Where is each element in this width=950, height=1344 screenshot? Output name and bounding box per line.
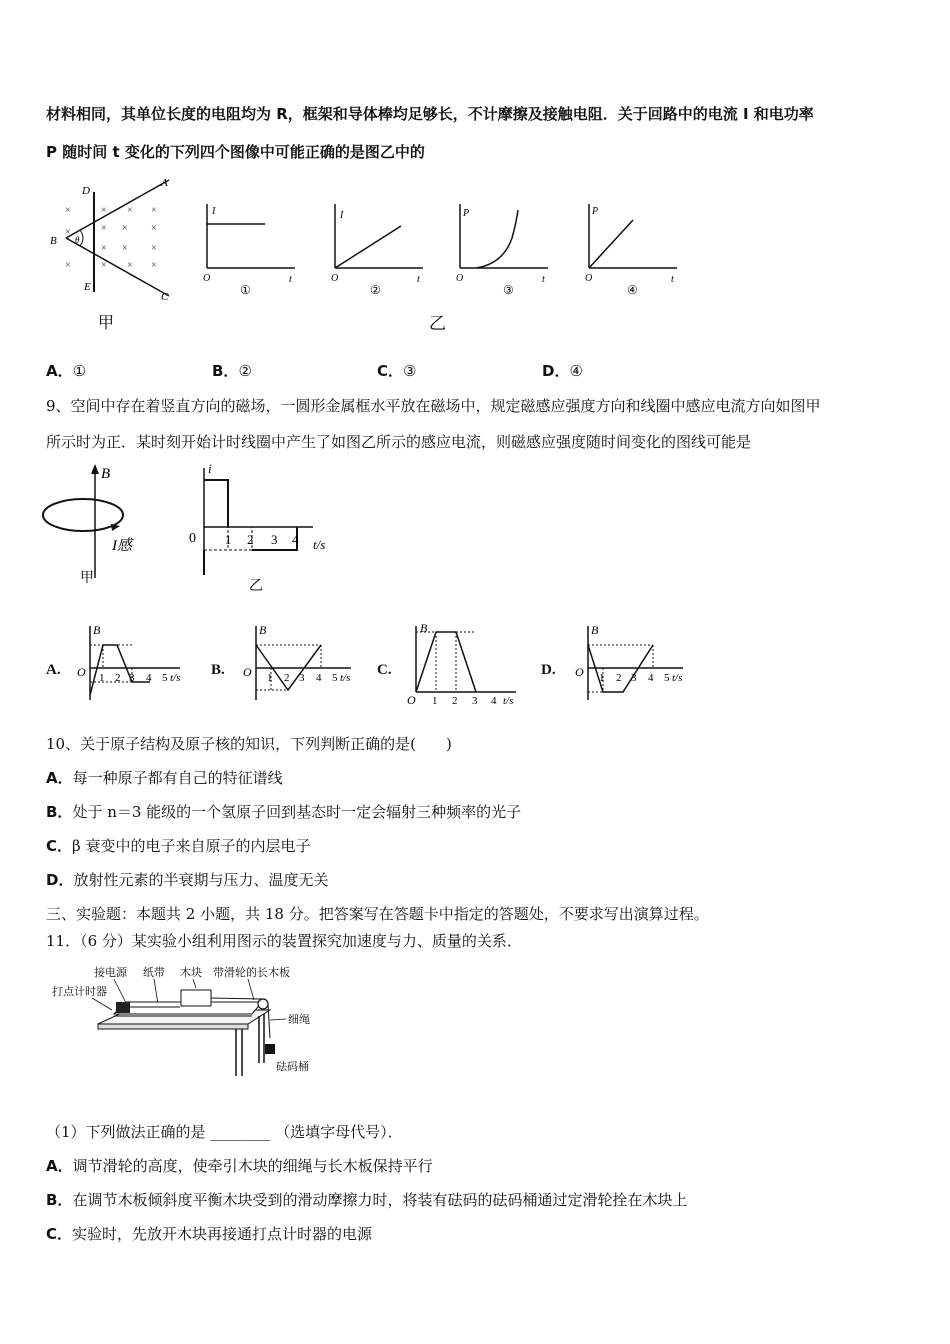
q9-option-b-graph bbox=[236, 620, 361, 705]
graph2-caption: ② bbox=[370, 283, 381, 297]
q9-option-c[interactable]: C. bbox=[377, 662, 392, 678]
q9-c-origin: O bbox=[407, 693, 416, 707]
graph1-ylabel: I bbox=[212, 206, 216, 217]
q9-origin: 0 bbox=[189, 531, 196, 546]
q9-a-tick1: 1 bbox=[99, 672, 105, 684]
q9-d-tick3: 3 bbox=[631, 672, 637, 684]
label-power: 接电源 bbox=[94, 967, 127, 979]
q9-d-tick2: 2 bbox=[616, 672, 622, 684]
label-theta: θ bbox=[75, 235, 80, 245]
graph3-ylabel: P bbox=[463, 208, 470, 219]
graph1-caption: ① bbox=[240, 283, 251, 297]
q9-c-xlabel: t/s bbox=[503, 695, 514, 707]
q9-option-d[interactable]: D. bbox=[541, 662, 556, 678]
q8-option-d-text: ④ bbox=[569, 362, 583, 380]
label-board: 带滑轮的长木板 bbox=[213, 967, 290, 979]
q9-c-tick3: 3 bbox=[472, 695, 478, 707]
q9-c-tick4: 4 bbox=[491, 695, 497, 707]
q11-option-a-text: 调节滑轮的高度，使牵引木块的细绳与长木板保持平行 bbox=[72, 1157, 433, 1175]
graph1-xlabel: t bbox=[289, 274, 292, 285]
label-timer: 打点计时器 bbox=[52, 986, 107, 998]
q9-current-graph bbox=[185, 460, 345, 595]
q10-option-d-letter: D． bbox=[46, 871, 74, 889]
q9-b-ylabel: B bbox=[259, 623, 267, 637]
q9-option-d-graph bbox=[568, 620, 693, 705]
q8-graph-3 bbox=[448, 198, 558, 298]
svg-text:×: × bbox=[151, 260, 157, 271]
q8-option-b-letter: B． bbox=[212, 362, 239, 380]
label-rope: 细绳 bbox=[288, 1014, 310, 1026]
svg-text:×: × bbox=[122, 223, 128, 234]
svg-text:×: × bbox=[101, 243, 107, 254]
q11-option-b-letter: B． bbox=[46, 1191, 73, 1209]
q11-stem: 11．（6 分）某实验小组利用图示的装置探究加速度与力、质量的关系． bbox=[46, 932, 522, 950]
graph3-caption: ③ bbox=[503, 283, 514, 297]
q9-b-tick1: 1 bbox=[267, 672, 273, 684]
q9-b-origin: O bbox=[243, 665, 252, 679]
graph2-origin: O bbox=[331, 273, 339, 284]
q9-a-xlabel: t/s bbox=[170, 672, 181, 684]
q8-fig-yi-caption: 乙 bbox=[429, 314, 446, 334]
q8-fig-jia-caption: 甲 bbox=[98, 313, 115, 332]
q9-d-origin: O bbox=[575, 665, 584, 679]
q9-b-tick4: 4 bbox=[316, 672, 322, 684]
q10-option-c-text: β 衰变中的电子来自原子的内层电子 bbox=[72, 837, 311, 855]
q10-option-c[interactable] bbox=[46, 835, 310, 856]
q8-option-c-text: ③ bbox=[403, 362, 417, 380]
svg-text:×: × bbox=[65, 227, 71, 238]
q11-option-b[interactable] bbox=[46, 1189, 687, 1210]
section3-heading: 三、实验题：本题共 2 小题，共 18 分。把答案写在答题卡中指定的答题处，不要求写出演算过程。 bbox=[46, 905, 709, 923]
q9-b-xlabel: t/s bbox=[340, 672, 351, 684]
q9-a-tick3: 3 bbox=[129, 672, 135, 684]
q8-text-line2: P 随时间 t 变化的下列四个图像中可能正确的是图乙中的 bbox=[46, 143, 425, 161]
q11-option-a[interactable] bbox=[46, 1155, 433, 1176]
q9-a-origin: O bbox=[77, 665, 86, 679]
q9-i-axis: i bbox=[208, 461, 212, 476]
q8-option-a-text: ① bbox=[72, 362, 87, 380]
q9-b-tick3: 3 bbox=[299, 672, 305, 684]
q9-i-label: I感 bbox=[112, 538, 132, 554]
q11-apparatus-figure bbox=[48, 958, 348, 1078]
q9-b-label: B bbox=[101, 466, 111, 482]
label-b: B bbox=[50, 235, 57, 247]
graph1-origin: O bbox=[203, 273, 211, 284]
q11-option-c-letter: C． bbox=[46, 1225, 73, 1243]
q9-a-tick2: 2 bbox=[115, 672, 121, 684]
graph4-origin: O bbox=[585, 273, 593, 284]
graph3-origin: O bbox=[456, 273, 464, 284]
graph3-xlabel: t bbox=[542, 274, 545, 285]
q8-option-b-text: ② bbox=[238, 362, 252, 380]
q10-option-a-text: 每一种原子都有自己的特征谱线 bbox=[72, 769, 283, 787]
q8-option-a-letter: A． bbox=[46, 362, 73, 380]
label-c: C bbox=[161, 291, 169, 303]
graph4-caption: ④ bbox=[627, 283, 638, 297]
q9-option-c-graph bbox=[398, 620, 528, 708]
q9-tick-1: 1 bbox=[225, 532, 232, 547]
label-d: D bbox=[82, 185, 90, 197]
q9-text-line2: 所示时为正．某时刻开始计时线圈中产生了如图乙所示的感应电流，则磁感应强度随时间变化的图线可能是 bbox=[46, 433, 752, 451]
svg-text:×: × bbox=[151, 243, 157, 254]
svg-text:×: × bbox=[127, 205, 133, 216]
svg-text:×: × bbox=[127, 260, 133, 271]
q10-option-b-text: 处于 n＝3 能级的一个氢原子回到基态时一定会辐射三种频率的光子 bbox=[72, 803, 522, 821]
svg-text:×: × bbox=[65, 260, 71, 271]
q9-tick-4: 4 bbox=[292, 532, 299, 547]
label-block: 木块 bbox=[180, 967, 202, 979]
q10-option-b[interactable] bbox=[46, 801, 521, 822]
q9-a-ylabel: B bbox=[93, 623, 101, 637]
graph4-xlabel: t bbox=[671, 274, 674, 285]
q9-c-tick1: 1 bbox=[432, 695, 438, 707]
q9-d-xlabel: t/s bbox=[672, 672, 683, 684]
label-e: E bbox=[84, 281, 91, 293]
label-a: A bbox=[161, 177, 168, 189]
q8-graph-4 bbox=[577, 198, 687, 298]
q9-option-a-graph bbox=[70, 620, 190, 705]
svg-text:×: × bbox=[101, 223, 107, 234]
q8-graph-2 bbox=[323, 198, 433, 298]
q9-fig-jia-caption: 甲 bbox=[80, 570, 94, 586]
svg-text:×: × bbox=[151, 205, 157, 216]
graph2-xlabel: t bbox=[417, 274, 420, 285]
q9-t-axis: t/s bbox=[313, 537, 326, 552]
q10-option-a-letter: A． bbox=[46, 769, 73, 787]
q10-option-d[interactable] bbox=[46, 869, 328, 890]
label-bucket: 砝码桶 bbox=[276, 1061, 309, 1073]
svg-text:×: × bbox=[122, 243, 128, 254]
q9-d-tick4: 4 bbox=[648, 672, 654, 684]
q9-option-a[interactable]: A. bbox=[46, 662, 61, 678]
q9-b-tick2: 2 bbox=[284, 672, 290, 684]
q8-option-c-letter: C． bbox=[377, 362, 404, 380]
q9-option-b[interactable]: B. bbox=[211, 662, 225, 678]
q9-tick-2: 2 bbox=[247, 532, 254, 547]
q8-option-c[interactable] bbox=[377, 360, 416, 381]
q9-a-tick5: 5 bbox=[162, 672, 168, 684]
q11-option-c-text: 实验时，先放开木块再接通打点计时器的电源 bbox=[72, 1225, 373, 1243]
q8-option-d-letter: D． bbox=[542, 362, 570, 380]
q10-option-b-letter: B． bbox=[46, 803, 73, 821]
graph4-ylabel: P bbox=[592, 206, 599, 217]
svg-text:×: × bbox=[65, 205, 71, 216]
label-tape: 纸带 bbox=[143, 967, 165, 979]
q8-frame-figure bbox=[44, 172, 189, 337]
q10-option-d-text: 放射性元素的半衰期与压力、温度无关 bbox=[73, 871, 329, 889]
q9-c-tick2: 2 bbox=[452, 695, 458, 707]
q8-graph-1 bbox=[195, 198, 305, 298]
q9-d-tick5: 5 bbox=[664, 672, 670, 684]
q8-option-d[interactable] bbox=[542, 360, 583, 381]
q10-option-a[interactable] bbox=[46, 767, 283, 788]
q9-d-ylabel: B bbox=[591, 623, 599, 637]
q9-fig-yi-caption: 乙 bbox=[249, 578, 263, 594]
q9-c-ylabel: B bbox=[420, 621, 428, 635]
q8-text-line1: 材料相同，其单位长度的电阻均为 R，框架和导体棒均足够长，不计摩擦及接触电阻．关于回路中的电流 I 和电功率 bbox=[46, 105, 814, 123]
q9-tick-3: 3 bbox=[271, 532, 278, 547]
graph2-ylabel: I bbox=[340, 210, 344, 221]
q8-option-a[interactable] bbox=[46, 360, 86, 381]
q10-option-c-letter: C． bbox=[46, 837, 73, 855]
q11-option-c[interactable] bbox=[46, 1223, 372, 1244]
q9-text-line1: 9、空间中存在着竖直方向的磁场，一圆形金属框水平放在磁场中，规定磁感应强度方向和线圈中感应电流方向如图甲 bbox=[46, 397, 821, 415]
q9-ring-figure bbox=[40, 460, 170, 590]
q11-sub1: （1）下列做法正确的是 ________ （选填字母代号）． bbox=[46, 1123, 403, 1141]
q9-d-tick1: 1 bbox=[599, 672, 605, 684]
svg-text:×: × bbox=[101, 205, 107, 216]
q11-option-b-text: 在调节木板倾斜度平衡木块受到的滑动摩擦力时，将装有砝码的砝码桶通过定滑轮拴在木块上 bbox=[72, 1191, 688, 1209]
svg-text:×: × bbox=[151, 223, 157, 234]
q8-option-b[interactable] bbox=[212, 360, 252, 381]
q11-option-a-letter: A． bbox=[46, 1157, 73, 1175]
q9-b-tick5: 5 bbox=[332, 672, 338, 684]
q10-stem: 10、关于原子结构及原子核的知识，下列判断正确的是( ) bbox=[46, 735, 452, 753]
svg-text:×: × bbox=[101, 260, 107, 271]
q9-a-tick4: 4 bbox=[146, 672, 152, 684]
